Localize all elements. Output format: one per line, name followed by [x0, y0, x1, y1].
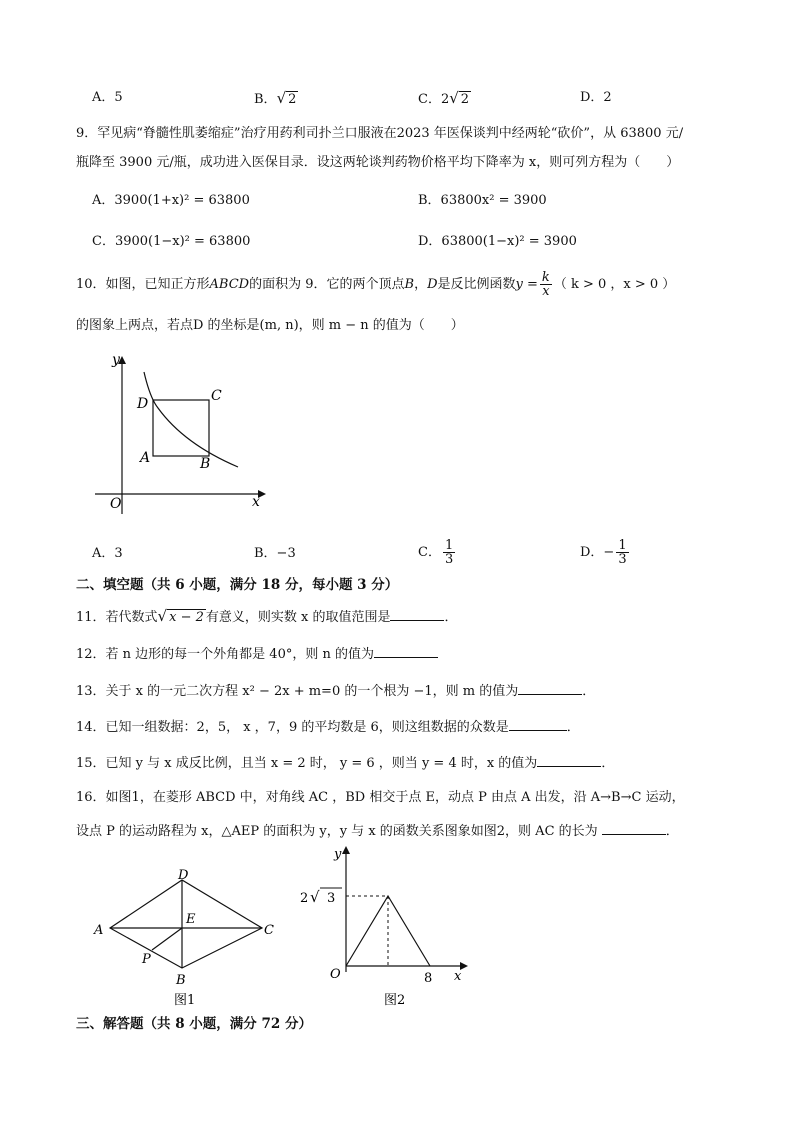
- q8-option-b: B．√ 2: [254, 89, 297, 107]
- q10-stem-line1: 10．如图，已知正方形ABCD的面积为 9．它的两个顶点B，D是反比例函数y = $\frac{k}{x}$ （ k > 0 ，x > 0 ）: [76, 270, 676, 299]
- q11: 11．若代数式√ x − 2 有意义，则实数 x 的取值范围是 ．: [76, 607, 458, 625]
- fig2-tick-8: 8: [424, 971, 433, 986]
- q8-option-c: C．2√ 2: [418, 89, 470, 107]
- q14: 14．已知一组数据：2，5， x ，7，9 的平均数是 6，则这组数据的众数是 ．: [76, 720, 580, 735]
- q10-option-d: D．− $\frac{1}{3}$: [580, 538, 627, 567]
- q10-option-c: C． $\frac{1}{3}$: [418, 538, 454, 567]
- q9-stem-line2: 瓶降至 3900 元/瓶，成功进入医保目录．设这两轮谈判药物价格平均下降率为 x，则可列方程为（ ）: [76, 155, 680, 170]
- fig-point-d: D: [137, 396, 149, 412]
- q16-stem-line1: 16．如图1，在菱形 ABCD 中，对角线 AC ，BD 相交于点 E，动点 P 由点 A 出发，沿 A→B→C 运动，: [76, 790, 685, 805]
- fig1-point-d: D: [178, 868, 189, 883]
- fig2-origin-label: O: [330, 967, 341, 982]
- q9-option-a: A．3900(1+x)² = 63800: [92, 193, 250, 208]
- q16-figure-1: [90, 868, 290, 1008]
- q9-option-d: D．63800(1−x)² = 3900: [418, 234, 577, 249]
- fig2-x-label: x: [454, 969, 462, 984]
- fig-point-a: A: [140, 450, 151, 466]
- q10-figure: [92, 348, 272, 518]
- q16-stem-line2: 设点 P 的运动路程为 x，△AEP 的面积为 y，y 与 x 的函数关系图象如图2，则 AC 的长为 ．: [76, 824, 679, 839]
- fig-origin-label: O: [110, 496, 122, 512]
- fig-x-label: x: [252, 494, 260, 510]
- section-2-heading: 二、填空题（共 6 小题，满分 18 分，每小题 3 分）: [76, 577, 399, 593]
- q10-option-b: B．−3: [254, 546, 296, 561]
- q12: 12．若 n 边形的每一个外角都是 40°，则 n 的值为: [76, 645, 438, 663]
- fig1-caption: 图1: [174, 993, 196, 1008]
- q10-k-over-x: $\frac{k}{x}$: [541, 270, 550, 299]
- q15: 15．已知 y 与 x 成反比例，且当 x = 2 时， y = 6 ，则当 y = 4 时，x 的值为 ．: [76, 756, 615, 771]
- fig-point-b: B: [200, 456, 211, 472]
- fig2-tick-3: 3: [327, 891, 336, 906]
- fig-point-c: C: [211, 388, 222, 404]
- q10-stem-line2: 的图象上两点，若点D 的坐标是(m, n)，则 m − n 的值为（ ）: [76, 318, 464, 333]
- q9-stem-line1: 9．罕见病“脊髓性肌萎缩症”治疗用药利司扑兰口服液在2023 年医保谈判中经两轮“砍价”，从 63800 元/: [76, 126, 684, 141]
- fig1-point-p: P: [142, 952, 151, 967]
- q10-option-a: A．3: [92, 546, 123, 561]
- fig2-tick-2: 2: [300, 891, 309, 906]
- q13: 13．关于 x 的一元二次方程 x² − 2x + m=0 的一个根为 −1，则 m 的值为 ．: [76, 684, 596, 699]
- fig1-point-a: A: [94, 923, 104, 938]
- fig2-sqrt-sign: √: [310, 888, 320, 906]
- fig1-point-c: C: [264, 923, 274, 938]
- q9-option-b: B．63800x² = 3900: [418, 193, 547, 208]
- fig-y-label: y: [112, 352, 120, 368]
- q9-option-c: C．3900(1−x)² = 63800: [92, 234, 251, 249]
- section-3-heading: 三、解答题（共 8 小题，满分 72 分）: [76, 1016, 312, 1032]
- q8-option-a: A．5: [92, 90, 123, 105]
- q8-option-d: D．2: [580, 90, 612, 105]
- fig2-y-label: y: [334, 847, 342, 862]
- q16-figure-2: [296, 842, 476, 1010]
- fig1-point-e: E: [186, 912, 196, 927]
- fig1-point-b: B: [176, 973, 186, 988]
- fig2-caption: 图2: [384, 993, 406, 1008]
